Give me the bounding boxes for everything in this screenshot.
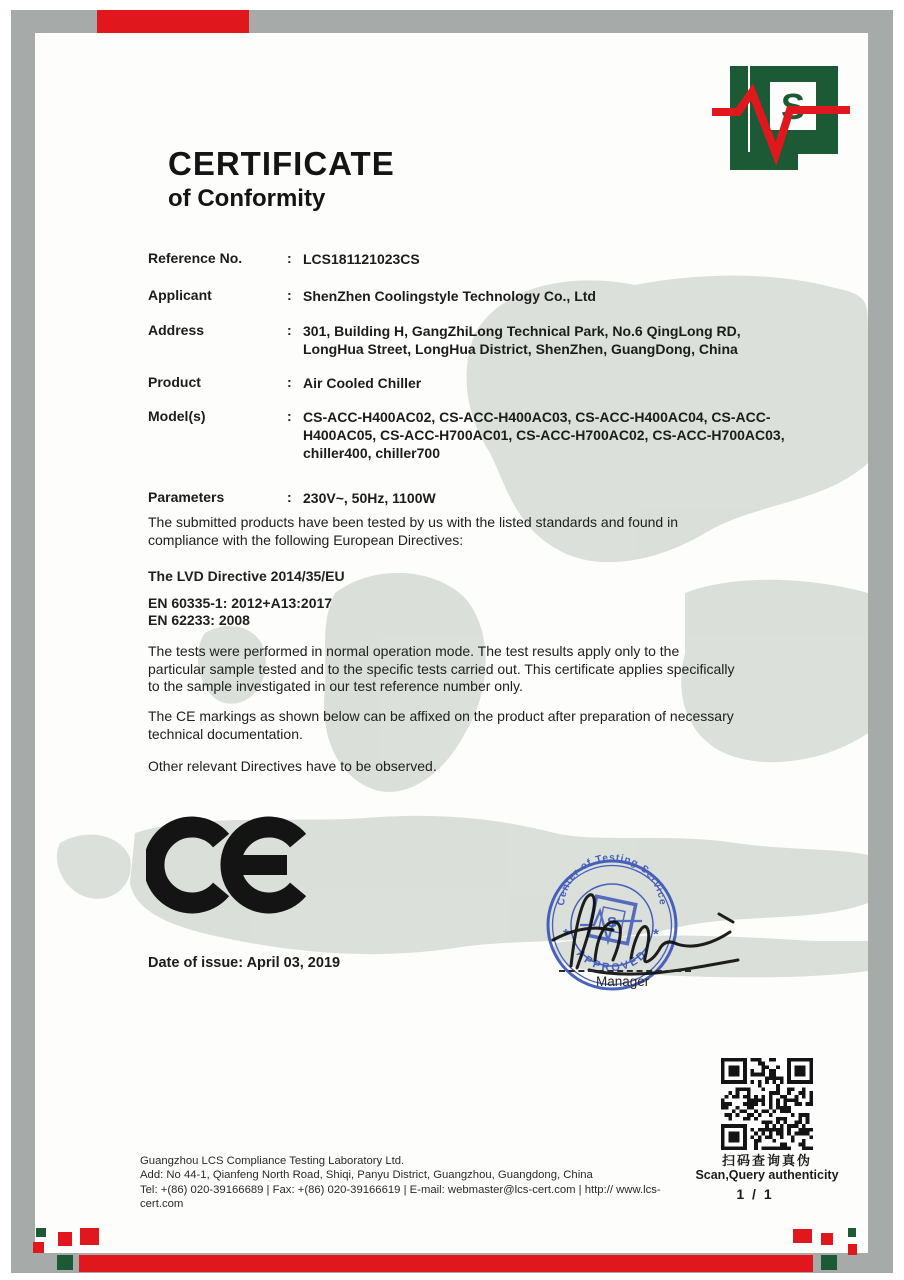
ce-markings-statement: The CE markings as shown below can be affixed on the product after preparation of necessary technical documentation. (148, 708, 734, 742)
field-label: Reference No. (148, 250, 243, 266)
print-registration-bar (79, 1255, 813, 1272)
print-registration-mark (793, 1229, 812, 1243)
certificate-subtitle: of Conformity (168, 185, 326, 212)
field-label: Model(s) (148, 408, 206, 424)
field-value: 301, Building H, GangZhiLong Technical Park, No.6 QingLong RD, LongHua Street, LongHua District, ShenZhen, GuangDong, China (303, 323, 741, 357)
standard-en60335: EN 60335-1: 2012+A13:2017 (148, 595, 333, 611)
field-colon: : (287, 489, 292, 505)
print-registration-mark (848, 1228, 856, 1237)
field-row-reference (148, 250, 798, 268)
page-number: 1 / 1 (736, 1186, 774, 1202)
field-value: ShenZhen Coolingstyle Technology Co., Ltd (303, 288, 596, 304)
field-row-parameters (148, 489, 798, 507)
lvd-directive: The LVD Directive 2014/35/EU (148, 568, 345, 584)
qr-caption-chinese: 扫码查询真伪 (721, 1153, 812, 1168)
date-of-issue: Date of issue: April 03, 2019 (148, 955, 341, 971)
field-colon: : (287, 374, 292, 390)
footer-company: Guangzhou LCS Compliance Testing Laboratory Ltd. (140, 1155, 405, 1167)
field-colon: : (287, 250, 292, 266)
print-registration-mark (57, 1255, 73, 1270)
qr-code (721, 1056, 813, 1152)
field-row-models (148, 408, 798, 462)
field-value: 230V~, 50Hz, 1100W (303, 490, 436, 506)
print-registration-mark (36, 1228, 46, 1237)
field-label: Address (148, 322, 205, 338)
field-value: Air Cooled Chiller (303, 375, 422, 391)
standard-en62233: EN 62233: 2008 (148, 612, 250, 628)
field-value: LCS181121023CS (303, 251, 420, 267)
field-colon: : (287, 322, 292, 338)
other-directives-statement: Other relevant Directives have to be observed. (148, 758, 437, 774)
field-label: Applicant (148, 287, 212, 303)
signer-title: Manager (596, 974, 650, 989)
directives-intro: The submitted products have been tested by us with the listed standards and found in compliance with the following European Directives: (148, 514, 678, 548)
certificate-page (35, 33, 868, 1253)
stamp-arc-bottom-text: APPROVED (573, 947, 651, 975)
ce-mark (146, 810, 314, 924)
print-registration-mark (848, 1244, 857, 1255)
print-registration-mark (97, 10, 249, 33)
print-registration-mark (821, 1255, 837, 1270)
field-value: CS-ACC-H400AC02, CS-ACC-H400AC03, CS-ACC-H400AC04, CS-ACC-H400AC05, CS-ACC-H700AC01, CS-ACC-H700AC02, CS-ACC-H700AC03, chiller400, chiller700 (303, 409, 785, 461)
print-registration-mark (80, 1228, 99, 1245)
field-label: Parameters (148, 489, 225, 505)
stamp-star-right: * (653, 926, 659, 943)
field-row-product (148, 374, 798, 392)
print-registration-mark (58, 1232, 72, 1246)
print-registration-mark (821, 1233, 833, 1245)
stamp-star-left: * (563, 926, 569, 943)
field-row-applicant (148, 287, 798, 305)
stamp-center-letter: S (606, 914, 618, 931)
field-row-address (148, 322, 798, 358)
footer-contacts: Tel: +(86) 020-39166689 | Fax: +(86) 020-39166619 | E-mail: webmaster@lcs-cert.com | http:// www.lcs-cert.com (140, 1183, 661, 1211)
lcs-logo-letter: S (780, 86, 806, 127)
field-colon: : (287, 287, 292, 303)
qr-caption-english: Scan,Query authenticity (695, 1168, 839, 1182)
footer-address: Add: No 44-1, Qianfeng North Road, Shiqi, Panyu District, Guangzhou, Guangdong, China (140, 1169, 593, 1182)
print-registration-mark (33, 1242, 44, 1253)
footer (140, 1154, 700, 1212)
field-colon: : (287, 408, 292, 424)
stamp-arc-top-text: Center of Testing Service (555, 853, 668, 907)
certificate-title: CERTIFICATE (168, 145, 395, 182)
signature-line (559, 970, 691, 972)
field-label: Product (148, 374, 201, 390)
lcs-logo (712, 62, 852, 177)
tests-statement: The tests were performed in normal operation mode. The test results apply only to the particular sample tested and to the specific tests carried out. This certificate applies specifically to the sample investigated in our test reference number only. (148, 643, 735, 694)
